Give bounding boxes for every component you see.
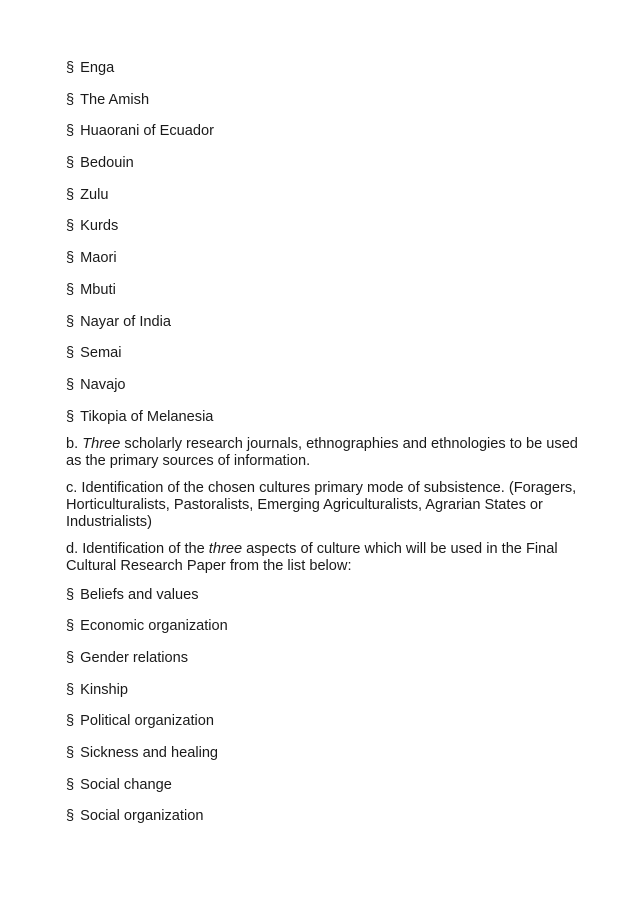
list-item-label: Economic organization xyxy=(80,618,228,635)
list-item-label: Kinship xyxy=(80,681,128,698)
list-item-label: Social change xyxy=(80,776,172,793)
document-body xyxy=(66,60,586,840)
paragraph-c xyxy=(66,480,586,531)
list-item xyxy=(66,92,586,109)
section-symbol: § xyxy=(66,123,75,140)
list-item-label: Zulu xyxy=(80,186,109,203)
list-item-label: Semai xyxy=(80,345,122,362)
list-item-label: Huaorani of Ecuador xyxy=(80,123,214,140)
paragraph-b-prefix: b. xyxy=(66,435,83,452)
list-item xyxy=(66,218,586,235)
list-item-label: Enga xyxy=(80,60,115,76)
paragraph-b-emphasis: Three xyxy=(82,435,121,452)
list-item xyxy=(66,808,586,825)
list-item xyxy=(66,682,586,699)
section-symbol: § xyxy=(66,713,75,730)
list-item xyxy=(66,345,586,362)
list-item-label: Political organization xyxy=(80,713,214,730)
list-item xyxy=(66,123,586,140)
paragraph-d-emphasis: three xyxy=(208,540,243,557)
list-item xyxy=(66,155,586,172)
section-symbol: § xyxy=(66,649,75,666)
section-symbol: § xyxy=(66,186,75,203)
list-item xyxy=(66,187,586,204)
paragraph-d xyxy=(66,541,586,575)
list-item xyxy=(66,60,586,77)
list-item-label: Nayar of India xyxy=(80,313,171,330)
list-item xyxy=(66,713,586,730)
section-symbol: § xyxy=(66,376,75,393)
paragraph-b xyxy=(66,436,586,470)
section-symbol: § xyxy=(66,250,75,267)
list-item xyxy=(66,587,586,604)
aspects-list xyxy=(66,587,586,826)
section-symbol: § xyxy=(66,408,75,425)
section-symbol: § xyxy=(66,60,75,76)
list-item-label: Navajo xyxy=(80,376,126,393)
list-item-label: Bedouin xyxy=(80,155,134,172)
section-symbol: § xyxy=(66,618,75,635)
paragraph-b-text: scholarly research journals, ethnographies and ethnologies to be used as the primary sources of information. xyxy=(66,435,578,469)
list-item xyxy=(66,282,586,299)
list-item-label: Tikopia of Melanesia xyxy=(80,408,214,425)
paragraph-d-text: aspects of culture which will be used in the Final Cultural Research Paper from the list below: xyxy=(66,540,558,574)
list-item-label: Beliefs and values xyxy=(80,586,199,603)
section-symbol: § xyxy=(66,91,75,108)
culture-list xyxy=(66,60,586,426)
list-item xyxy=(66,314,586,331)
list-item xyxy=(66,377,586,394)
section-symbol: § xyxy=(66,218,75,235)
paragraph-c-text: c. Identification of the chosen cultures primary mode of subsistence. (Foragers, Horticulturalists, Pastoralists, Emerging Agriculturalists, Agrarian States or Industrialists) xyxy=(66,479,577,530)
list-item xyxy=(66,745,586,762)
list-item-label: The Amish xyxy=(80,91,150,108)
list-item xyxy=(66,250,586,267)
section-symbol: § xyxy=(66,745,75,761)
section-symbol: § xyxy=(66,155,75,172)
list-item-label: Gender relations xyxy=(80,649,189,666)
section-symbol: § xyxy=(66,776,75,793)
section-symbol: § xyxy=(66,808,75,825)
list-item xyxy=(66,777,586,794)
section-symbol: § xyxy=(66,281,75,298)
list-item-label: Sickness and healing xyxy=(80,745,219,761)
section-symbol: § xyxy=(66,345,75,362)
section-symbol: § xyxy=(66,586,75,603)
paragraph-d-prefix: d. Identification of the xyxy=(66,540,209,557)
list-item xyxy=(66,650,586,667)
section-symbol: § xyxy=(66,313,75,330)
list-item-label: Mbuti xyxy=(80,281,116,298)
list-item xyxy=(66,409,586,426)
list-item-label: Social organization xyxy=(80,808,204,825)
list-item-label: Kurds xyxy=(80,218,119,235)
list-item-label: Maori xyxy=(80,250,117,267)
section-symbol: § xyxy=(66,681,75,698)
list-item xyxy=(66,618,586,635)
